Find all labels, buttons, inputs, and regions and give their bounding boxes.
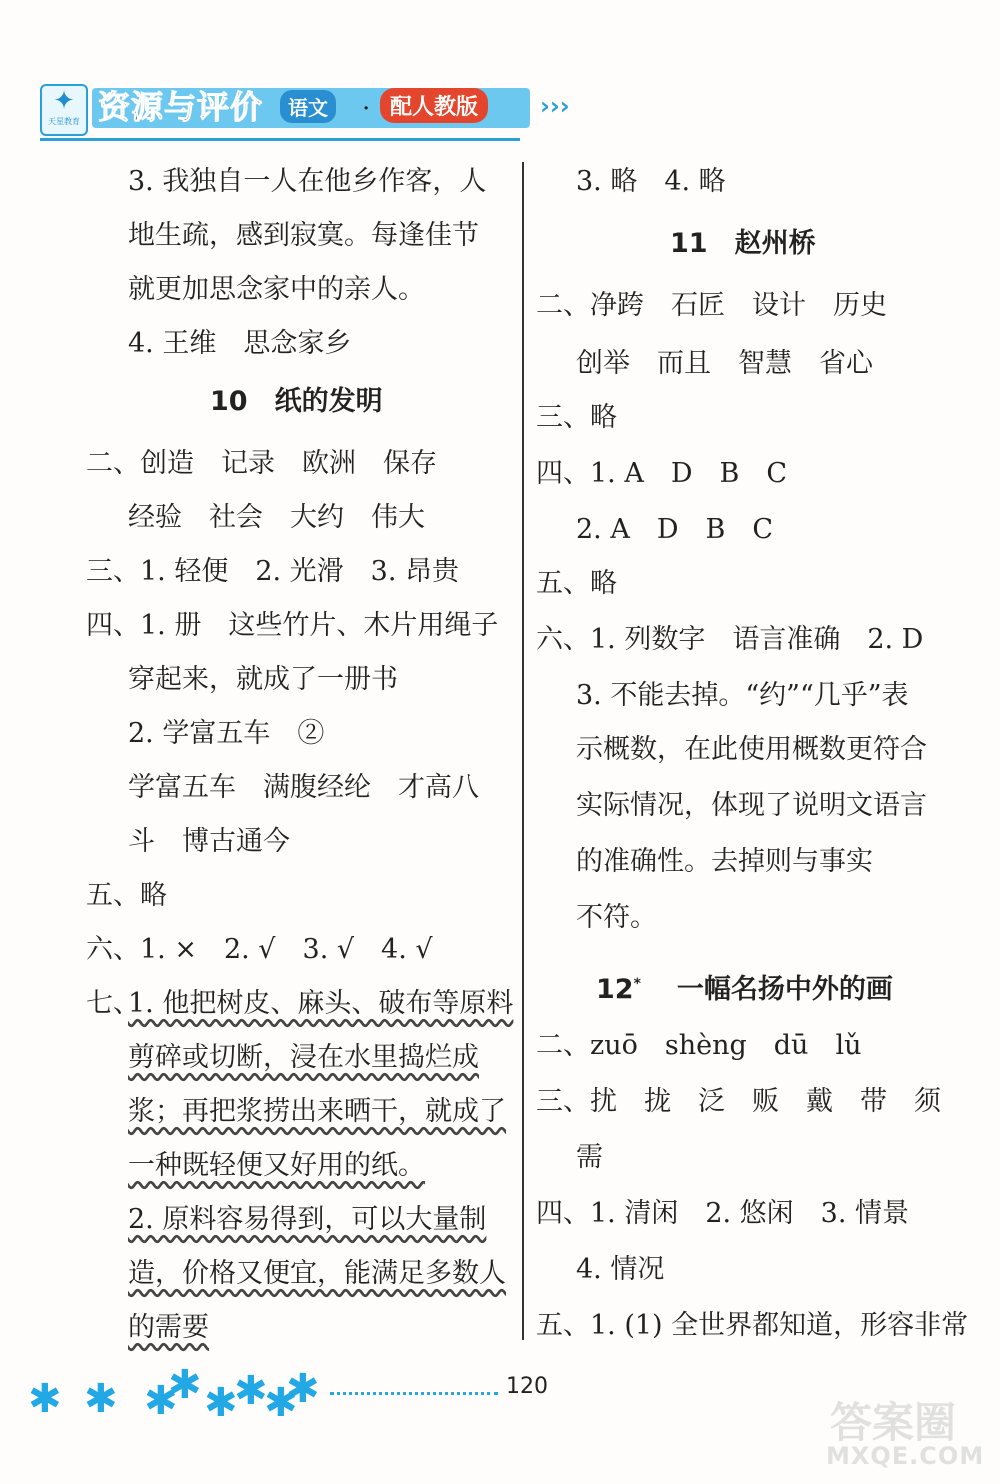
answer-line: 三、略 [536, 402, 617, 433]
answer-line [128, 1200, 486, 1240]
answer-line: 3. 我独自一人在他乡作客，人 [128, 166, 487, 197]
answer-line: 五、略 [536, 568, 617, 599]
star-icon: ✱ [28, 1376, 62, 1422]
lesson-title [596, 964, 893, 1004]
underlined-text: 造，价格又便宜，能满足多数人 [128, 1258, 506, 1289]
asterisk-mark: * [633, 976, 641, 992]
underlined-text: 浆；再把浆捞出来晒干，就成了 [128, 1096, 506, 1127]
underlined-text: 的需要 [128, 1312, 209, 1343]
answer-line: 五、略 [86, 880, 167, 911]
lesson-title: 10 纸的发明 [210, 386, 383, 417]
book-header [40, 82, 570, 136]
answer-line: 经验 社会 大约 伟大 [128, 502, 425, 533]
answer-line: 二、zuō shèng dū lǔ [536, 1030, 862, 1061]
star-icon: ✱ [264, 1380, 298, 1426]
answer-line: 实际情况，体现了说明文语言 [576, 790, 927, 821]
book-title: 资源与评价 [98, 88, 264, 126]
lesson-title: 11 赵州桥 [670, 228, 816, 259]
header-rule [40, 138, 520, 141]
underlined-text: 2. 原料容易得到，可以大量制 [128, 1204, 487, 1235]
answer-line: 需 [576, 1142, 603, 1173]
edition-badge: 配人教版 [380, 88, 488, 123]
answer-line: 二、净跨 石匠 设计 历史 [536, 290, 887, 321]
answer-line: 穿起来，就成了一册书 [128, 664, 398, 695]
answer-line: 斗 博古通今 [128, 826, 290, 857]
footer-stars [28, 1362, 328, 1426]
answer-line [128, 1146, 425, 1186]
answer-line: 的准确性。去掉则与事实 [576, 846, 873, 877]
star-icon: ✱ [286, 1366, 320, 1412]
answer-line: 示概数，在此使用概数更符合 [576, 734, 927, 765]
watermark-text: 答案圈 [830, 1398, 957, 1447]
answer-line: 四、1. A D B C [536, 458, 787, 489]
publisher-logo [40, 84, 88, 136]
answer-line: 三、扰 拢 泛 贩 戴 带 须 [536, 1086, 941, 1117]
answer-line [128, 984, 513, 1024]
watermark [826, 1390, 986, 1472]
answer-line [128, 1254, 506, 1294]
answer-line: 四、1. 册 这些竹片、木片用绳子 [86, 610, 499, 641]
answer-line: 3. 略 4. 略 [576, 166, 726, 197]
answer-line: 三、1. 轻便 2. 光滑 3. 昂贵 [86, 556, 460, 587]
answer-line: 4. 王维 思念家乡 [128, 328, 352, 359]
answer-label: 七、 [86, 988, 140, 1019]
star-icon: ✱ [144, 1378, 178, 1424]
watermark-site: MXQE.COM [826, 1442, 985, 1470]
answer-line: 2. A D B C [576, 514, 773, 545]
star-icon: ✱ [168, 1362, 202, 1408]
star-icon: ✱ [84, 1376, 118, 1422]
answer-line: 四、1. 清闲 2. 悠闲 3. 情景 [536, 1198, 910, 1229]
answer-line: 创举 而且 智慧 省心 [576, 348, 873, 379]
chevron-right-icon: ››› [540, 92, 570, 120]
answer-line: 六、1. × 2. √ 3. √ 4. √ [86, 934, 433, 965]
footer-dotted-rule [330, 1392, 498, 1395]
lesson-name: 一幅名扬中外的画 [676, 974, 893, 1005]
logo-text: 天星教育 [48, 117, 80, 126]
answer-line: 3. 不能去掉。“约”“几乎”表 [576, 680, 909, 711]
underlined-text: 1. 他把树皮、麻头、破布等原料 [128, 988, 514, 1019]
separator-dot: · [363, 98, 370, 119]
star-icon: ✱ [234, 1368, 268, 1414]
answer-line: 不符。 [576, 902, 657, 933]
page-number: 120 [506, 1374, 548, 1399]
subject-badge: 语文 [280, 90, 336, 123]
answer-line: 六、1. 列数字 语言准确 2. D [536, 624, 924, 655]
star-icon: ✦ [53, 86, 75, 116]
answer-line: 2. 学富五车 ② [128, 718, 325, 749]
lesson-number: 12 [596, 974, 634, 1005]
answer-line: 地生疏，感到寂寞。每逢佳节 [128, 220, 479, 251]
underlined-text: 剪碎或切断，浸在水里捣烂成 [128, 1042, 479, 1073]
answer-line: 学富五车 满腹经纶 才高八 [128, 772, 479, 803]
answer-line [128, 1308, 209, 1348]
star-icon: ✱ [204, 1380, 238, 1426]
answer-line [128, 1038, 479, 1078]
answer-line: 就更加思念家中的亲人。 [128, 274, 425, 305]
answer-line: 五、1. (1) 全世界都知道，形容非常 [536, 1310, 969, 1341]
answer-line [128, 1092, 506, 1132]
column-divider [522, 162, 524, 1340]
underlined-text: 一种既轻便又好用的纸。 [128, 1150, 425, 1181]
answer-line: 二、创造 记录 欧洲 保存 [86, 448, 437, 479]
answer-line: 4. 情况 [576, 1254, 665, 1285]
